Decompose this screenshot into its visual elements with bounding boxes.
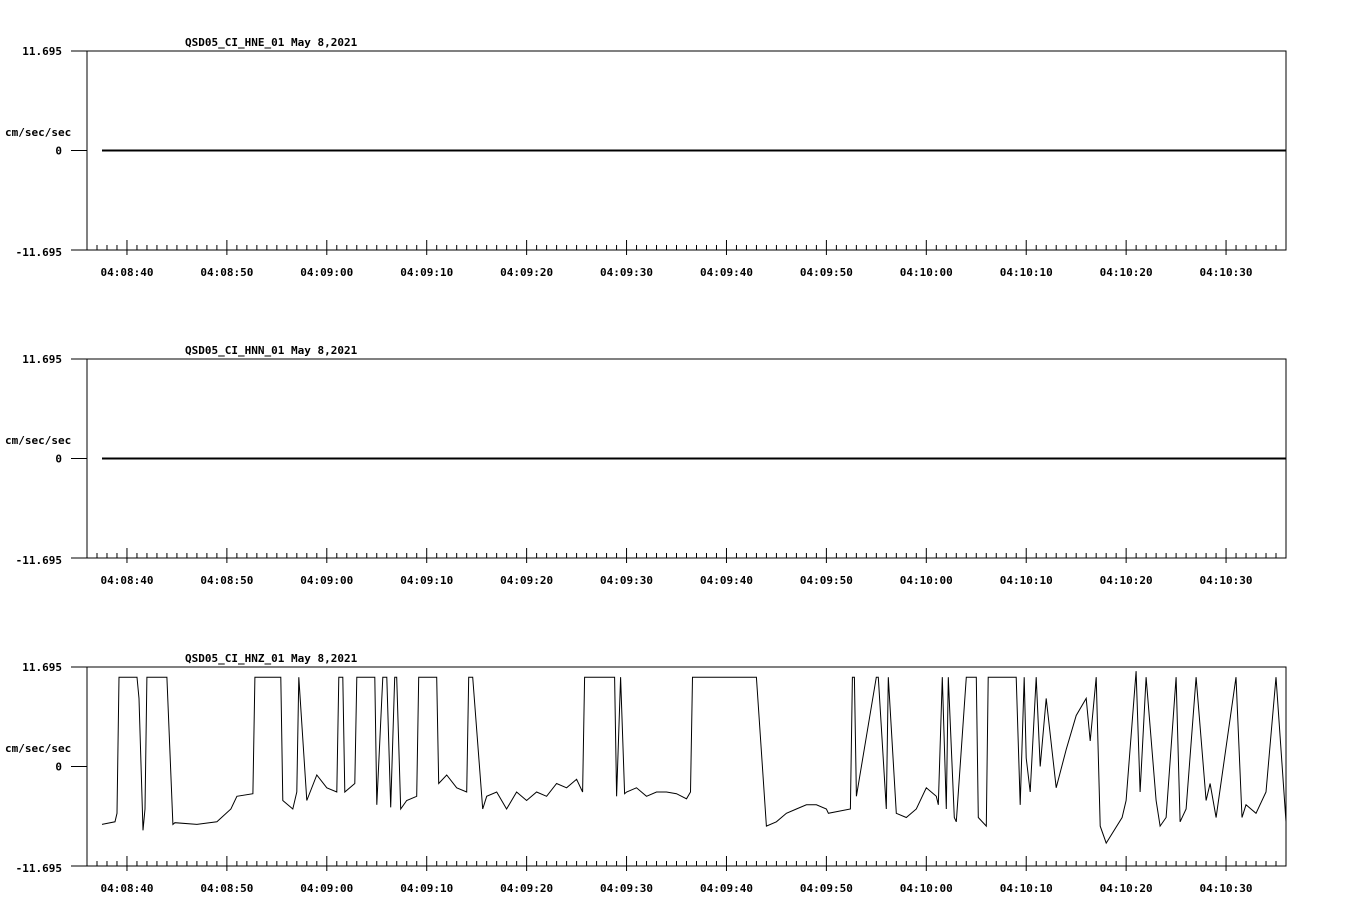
chart-title: QSD05_CI_HNZ_01 May 8,2021 xyxy=(185,652,358,665)
x-tick-label: 04:09:10 xyxy=(400,882,454,895)
x-tick-label: 04:09:10 xyxy=(400,574,454,587)
y-axis-label: cm/sec/sec xyxy=(5,126,72,139)
x-tick-label: 04:08:50 xyxy=(200,882,254,895)
y-tick-label: -11.695 xyxy=(15,246,62,259)
x-tick-label: 04:10:10 xyxy=(999,574,1053,587)
x-tick-label: 04:08:50 xyxy=(200,266,254,279)
y-tick-label: 0 xyxy=(55,452,62,466)
x-tick-label: 04:10:20 xyxy=(1099,882,1153,895)
x-tick-label: 04:09:30 xyxy=(600,266,654,279)
plot-frame xyxy=(87,667,1286,866)
x-tick-label: 04:09:30 xyxy=(600,574,654,587)
y-axis-label: cm/sec/sec xyxy=(5,434,72,447)
x-tick-label: 04:09:00 xyxy=(300,882,354,895)
x-tick-label: 04:09:40 xyxy=(699,574,753,587)
chart-title: QSD05_CI_HNN_01 May 8,2021 xyxy=(185,344,358,357)
x-tick-label: 04:10:00 xyxy=(899,574,953,587)
y-tick-label: -11.695 xyxy=(15,554,62,567)
x-tick-label: 04:09:40 xyxy=(699,882,753,895)
x-tick-label: 04:09:20 xyxy=(500,266,554,279)
x-tick-label: 04:09:50 xyxy=(799,266,853,279)
x-tick-label: 04:10:10 xyxy=(999,882,1053,895)
x-tick-label: 04:09:30 xyxy=(600,882,654,895)
x-tick-label: 04:09:00 xyxy=(300,574,354,587)
x-tick-label: 04:09:10 xyxy=(400,266,454,279)
x-tick-label: 04:10:30 xyxy=(1199,882,1253,895)
x-tick-label: 04:10:30 xyxy=(1199,266,1253,279)
x-tick-label: 04:08:40 xyxy=(100,266,154,279)
x-tick-label: 04:08:40 xyxy=(100,574,154,587)
x-tick-label: 04:10:20 xyxy=(1099,266,1153,279)
chart-title: QSD05_CI_HNE_01 May 8,2021 xyxy=(185,36,358,49)
x-tick-label: 04:10:00 xyxy=(899,882,953,895)
x-tick-label: 04:10:30 xyxy=(1199,574,1253,587)
x-tick-label: 04:09:40 xyxy=(699,266,753,279)
y-tick-label: 0 xyxy=(55,760,62,774)
x-tick-label: 04:09:00 xyxy=(300,266,354,279)
x-tick-label: 04:08:40 xyxy=(100,882,154,895)
y-axis-label: cm/sec/sec xyxy=(5,742,72,755)
x-tick-label: 04:10:10 xyxy=(999,266,1053,279)
x-tick-label: 04:09:50 xyxy=(799,882,853,895)
y-tick-label: 0 xyxy=(55,144,62,158)
y-tick-label: 11.695 xyxy=(22,45,62,58)
x-tick-label: 04:09:20 xyxy=(500,882,554,895)
waveform-trace xyxy=(102,671,1286,843)
x-tick-label: 04:09:50 xyxy=(799,574,853,587)
x-tick-label: 04:10:20 xyxy=(1099,574,1153,587)
y-tick-label: -11.695 xyxy=(15,862,62,875)
y-tick-label: 11.695 xyxy=(22,353,62,366)
y-tick-label: 11.695 xyxy=(22,661,62,674)
x-tick-label: 04:10:00 xyxy=(899,266,953,279)
x-tick-label: 04:08:50 xyxy=(200,574,254,587)
x-tick-label: 04:09:20 xyxy=(500,574,554,587)
